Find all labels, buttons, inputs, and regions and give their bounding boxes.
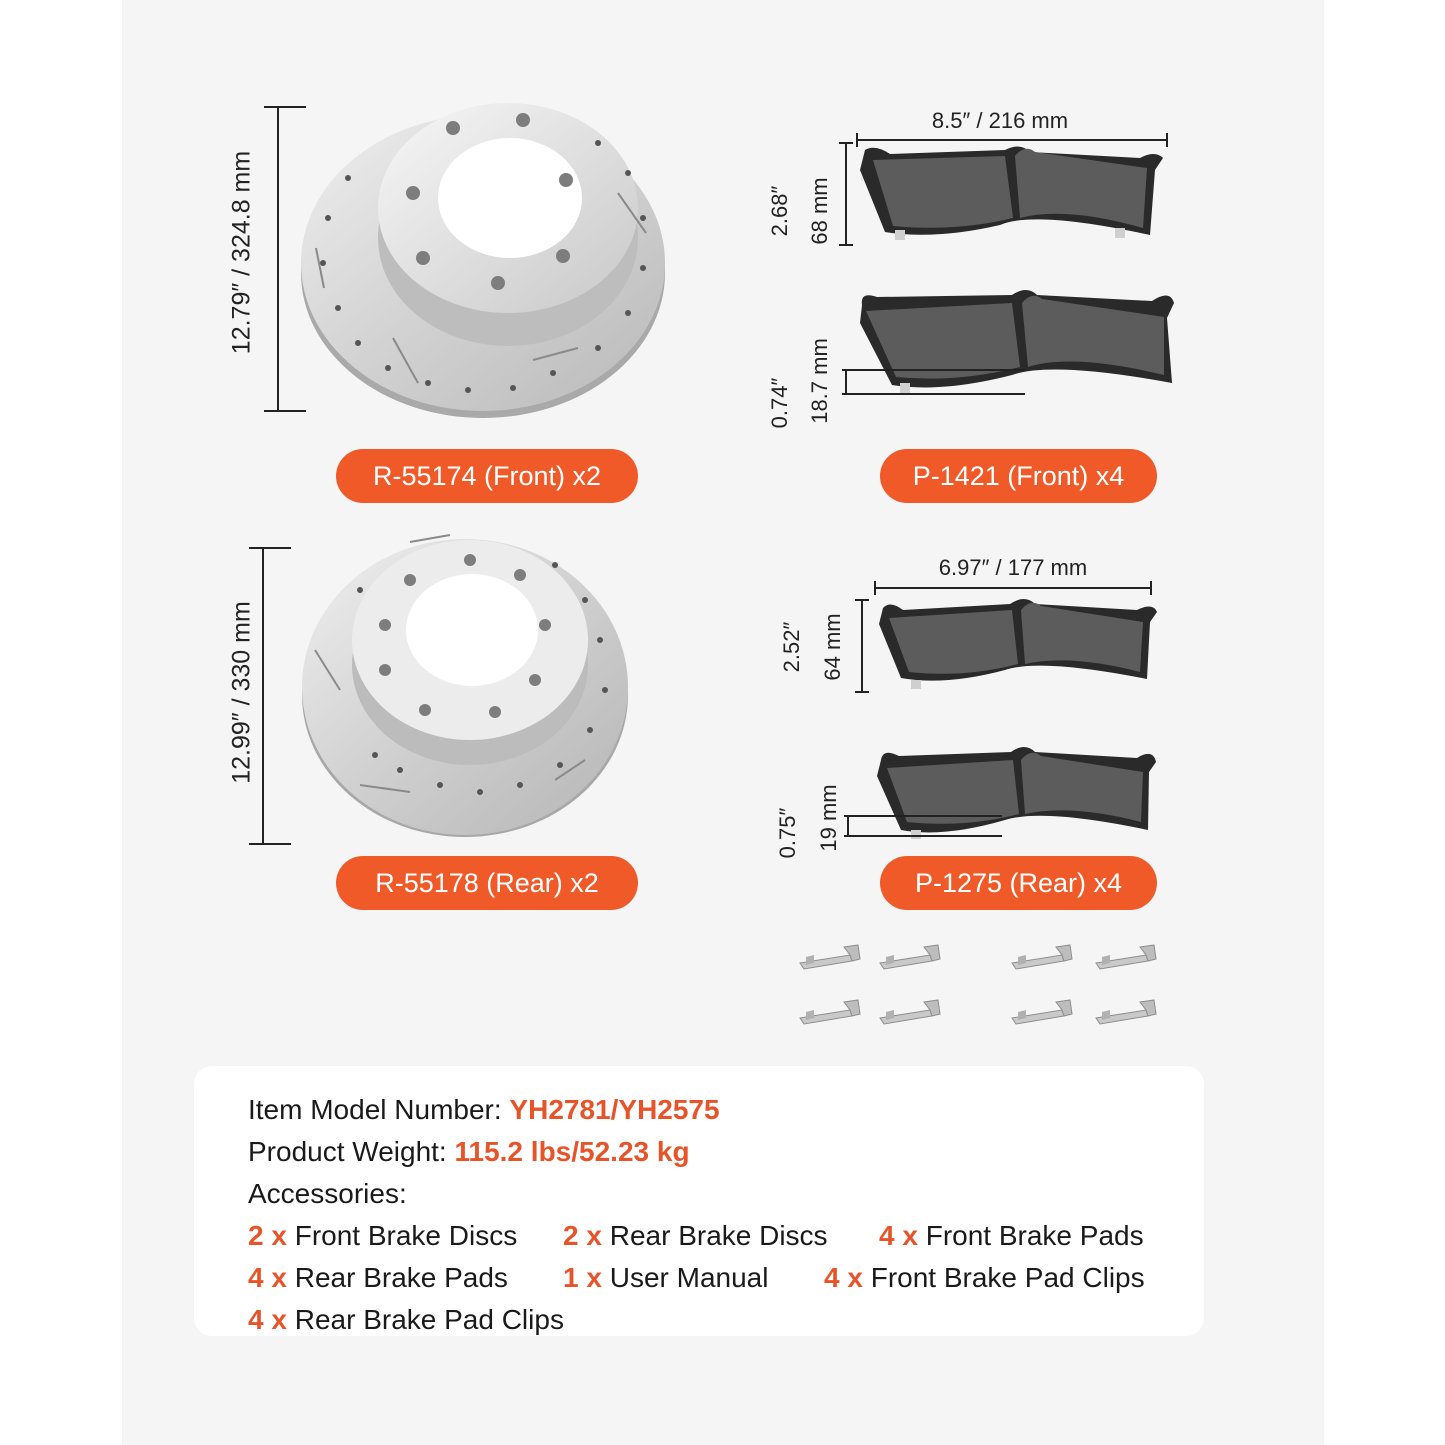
accessory-item <box>824 1261 1145 1295</box>
rear-pad-height-in: 2.52″ <box>779 621 804 673</box>
weight-label: Product Weight: <box>248 1136 455 1167</box>
model-number-value: YH2781/YH2575 <box>509 1094 720 1125</box>
front-pad-height-in: 2.68″ <box>767 185 792 237</box>
pad-clips-image <box>790 935 1180 1050</box>
accessories-label: Accessories: <box>248 1178 407 1209</box>
accessory-qty: 4 x <box>248 1262 287 1293</box>
front-pad-height-line <box>836 140 856 248</box>
accessory-qty: 4 x <box>824 1262 863 1293</box>
accessory-name: Rear Brake Pad Clips <box>294 1304 564 1335</box>
accessory-qty: 2 x <box>248 1220 287 1251</box>
front-pads-label: P-1421 (Front) x4 <box>880 449 1157 503</box>
weight-value: 115.2 lbs/52.23 kg <box>454 1136 690 1167</box>
front-disc-label: R-55174 (Front) x2 <box>336 449 638 503</box>
front-pad-width: 8.5″ / 216 mm <box>931 108 1069 133</box>
rear-brake-disc-image <box>300 530 630 845</box>
accessory-item <box>563 1219 828 1253</box>
accessory-name: Rear Brake Pads <box>294 1262 508 1293</box>
accessory-name: Front Brake Pad Clips <box>870 1262 1145 1293</box>
accessory-name: Rear Brake Discs <box>609 1220 828 1251</box>
accessory-name: Front Brake Pads <box>925 1220 1144 1251</box>
accessory-qty: 4 x <box>879 1220 918 1251</box>
weight-row <box>248 1135 690 1169</box>
rear-pad-height-line <box>852 597 872 695</box>
accessory-qty: 1 x <box>563 1262 602 1293</box>
rear-pad-thickness-in: 0.75″ <box>775 807 800 859</box>
rear-pads-label: P-1275 (Rear) x4 <box>880 856 1157 910</box>
accessory-qty: 2 x <box>563 1220 602 1251</box>
rear-disc-dimension: 12.99″ / 330 mm <box>227 601 256 784</box>
model-number-label: Item Model Number: <box>248 1094 510 1125</box>
model-number-row <box>248 1093 720 1127</box>
accessory-name: Front Brake Discs <box>294 1220 518 1251</box>
rear-pad-width: 6.97″ / 177 mm <box>938 555 1088 580</box>
accessory-item <box>248 1261 508 1295</box>
accessory-item <box>563 1261 768 1295</box>
front-disc-dimension: 12.79″ / 324.8 mm <box>227 150 256 355</box>
front-pad-height-mm: 68 mm <box>807 177 832 245</box>
front-pad-thickness-mm: 18.7 mm <box>807 338 832 424</box>
rear-pad-thickness-mm: 19 mm <box>816 784 841 852</box>
accessory-item <box>248 1303 564 1337</box>
rear-brake-pad-image-1 <box>875 594 1160 694</box>
accessory-name: User Manual <box>609 1262 769 1293</box>
front-pad-thickness-in: 0.74″ <box>767 377 792 429</box>
rear-pad-thickness-line <box>842 812 1007 840</box>
rear-pad-height-mm: 64 mm <box>820 613 845 681</box>
front-pad-thickness-line <box>840 366 1030 398</box>
rear-disc-label: R-55178 (Rear) x2 <box>336 856 638 910</box>
accessory-item <box>879 1219 1144 1253</box>
accessory-item <box>248 1219 517 1253</box>
front-brake-disc-image <box>298 98 668 423</box>
accessory-qty: 4 x <box>248 1304 287 1335</box>
front-brake-pad-image-1 <box>855 140 1165 250</box>
